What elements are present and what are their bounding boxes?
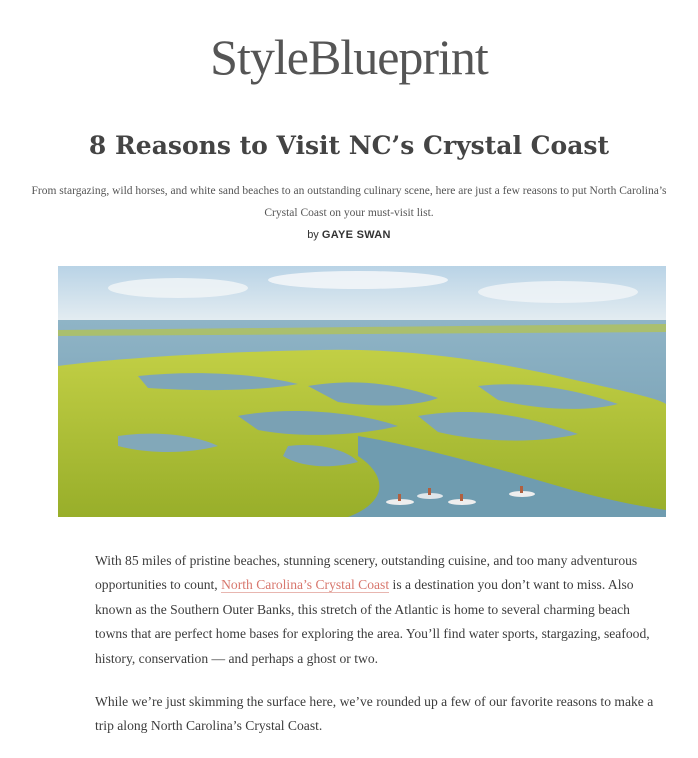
crystal-coast-link[interactable]: North Carolina’s Crystal Coast [221,577,390,593]
byline-prefix: by [307,229,319,241]
paragraph-text: is a destination you don’t want to miss. Also known as the Southern Outer Banks, this stretch of the Atlantic is home to several charming beach towns that are perfect home bases for exploring the area. You’ll find water sports, stargazing, seafood, history, conservation — and perhaps a ghost or two. [95,577,650,666]
second-paragraph: While we’re just skimming the surface here, we’ve rounded up a few of our favorite reasons to make a trip along North Carolina’s Crystal Coast. [95,694,654,734]
article-body [95,549,655,758]
paragraph-text: With 85 miles of pristine beaches, stunning scenery, outstanding cuisine, and too many adventurous opportunities to count, [95,553,638,593]
author-link[interactable]: GAYE SWAN [321,229,391,241]
article-title: 8 Reasons to Visit NC’s Crystal Coast [88,131,610,160]
article-byline [0,229,698,241]
site-logo[interactable]: StyleBlueprint [210,29,488,85]
article-subtitle: From stargazing, wild horses, and white sand beaches to an outstanding culinary scene, here are just a few reasons to put North Carolina’s Crystal Coast on your must-visit list. [31,185,667,219]
hero-image [58,266,666,517]
intro-paragraph [95,549,655,671]
